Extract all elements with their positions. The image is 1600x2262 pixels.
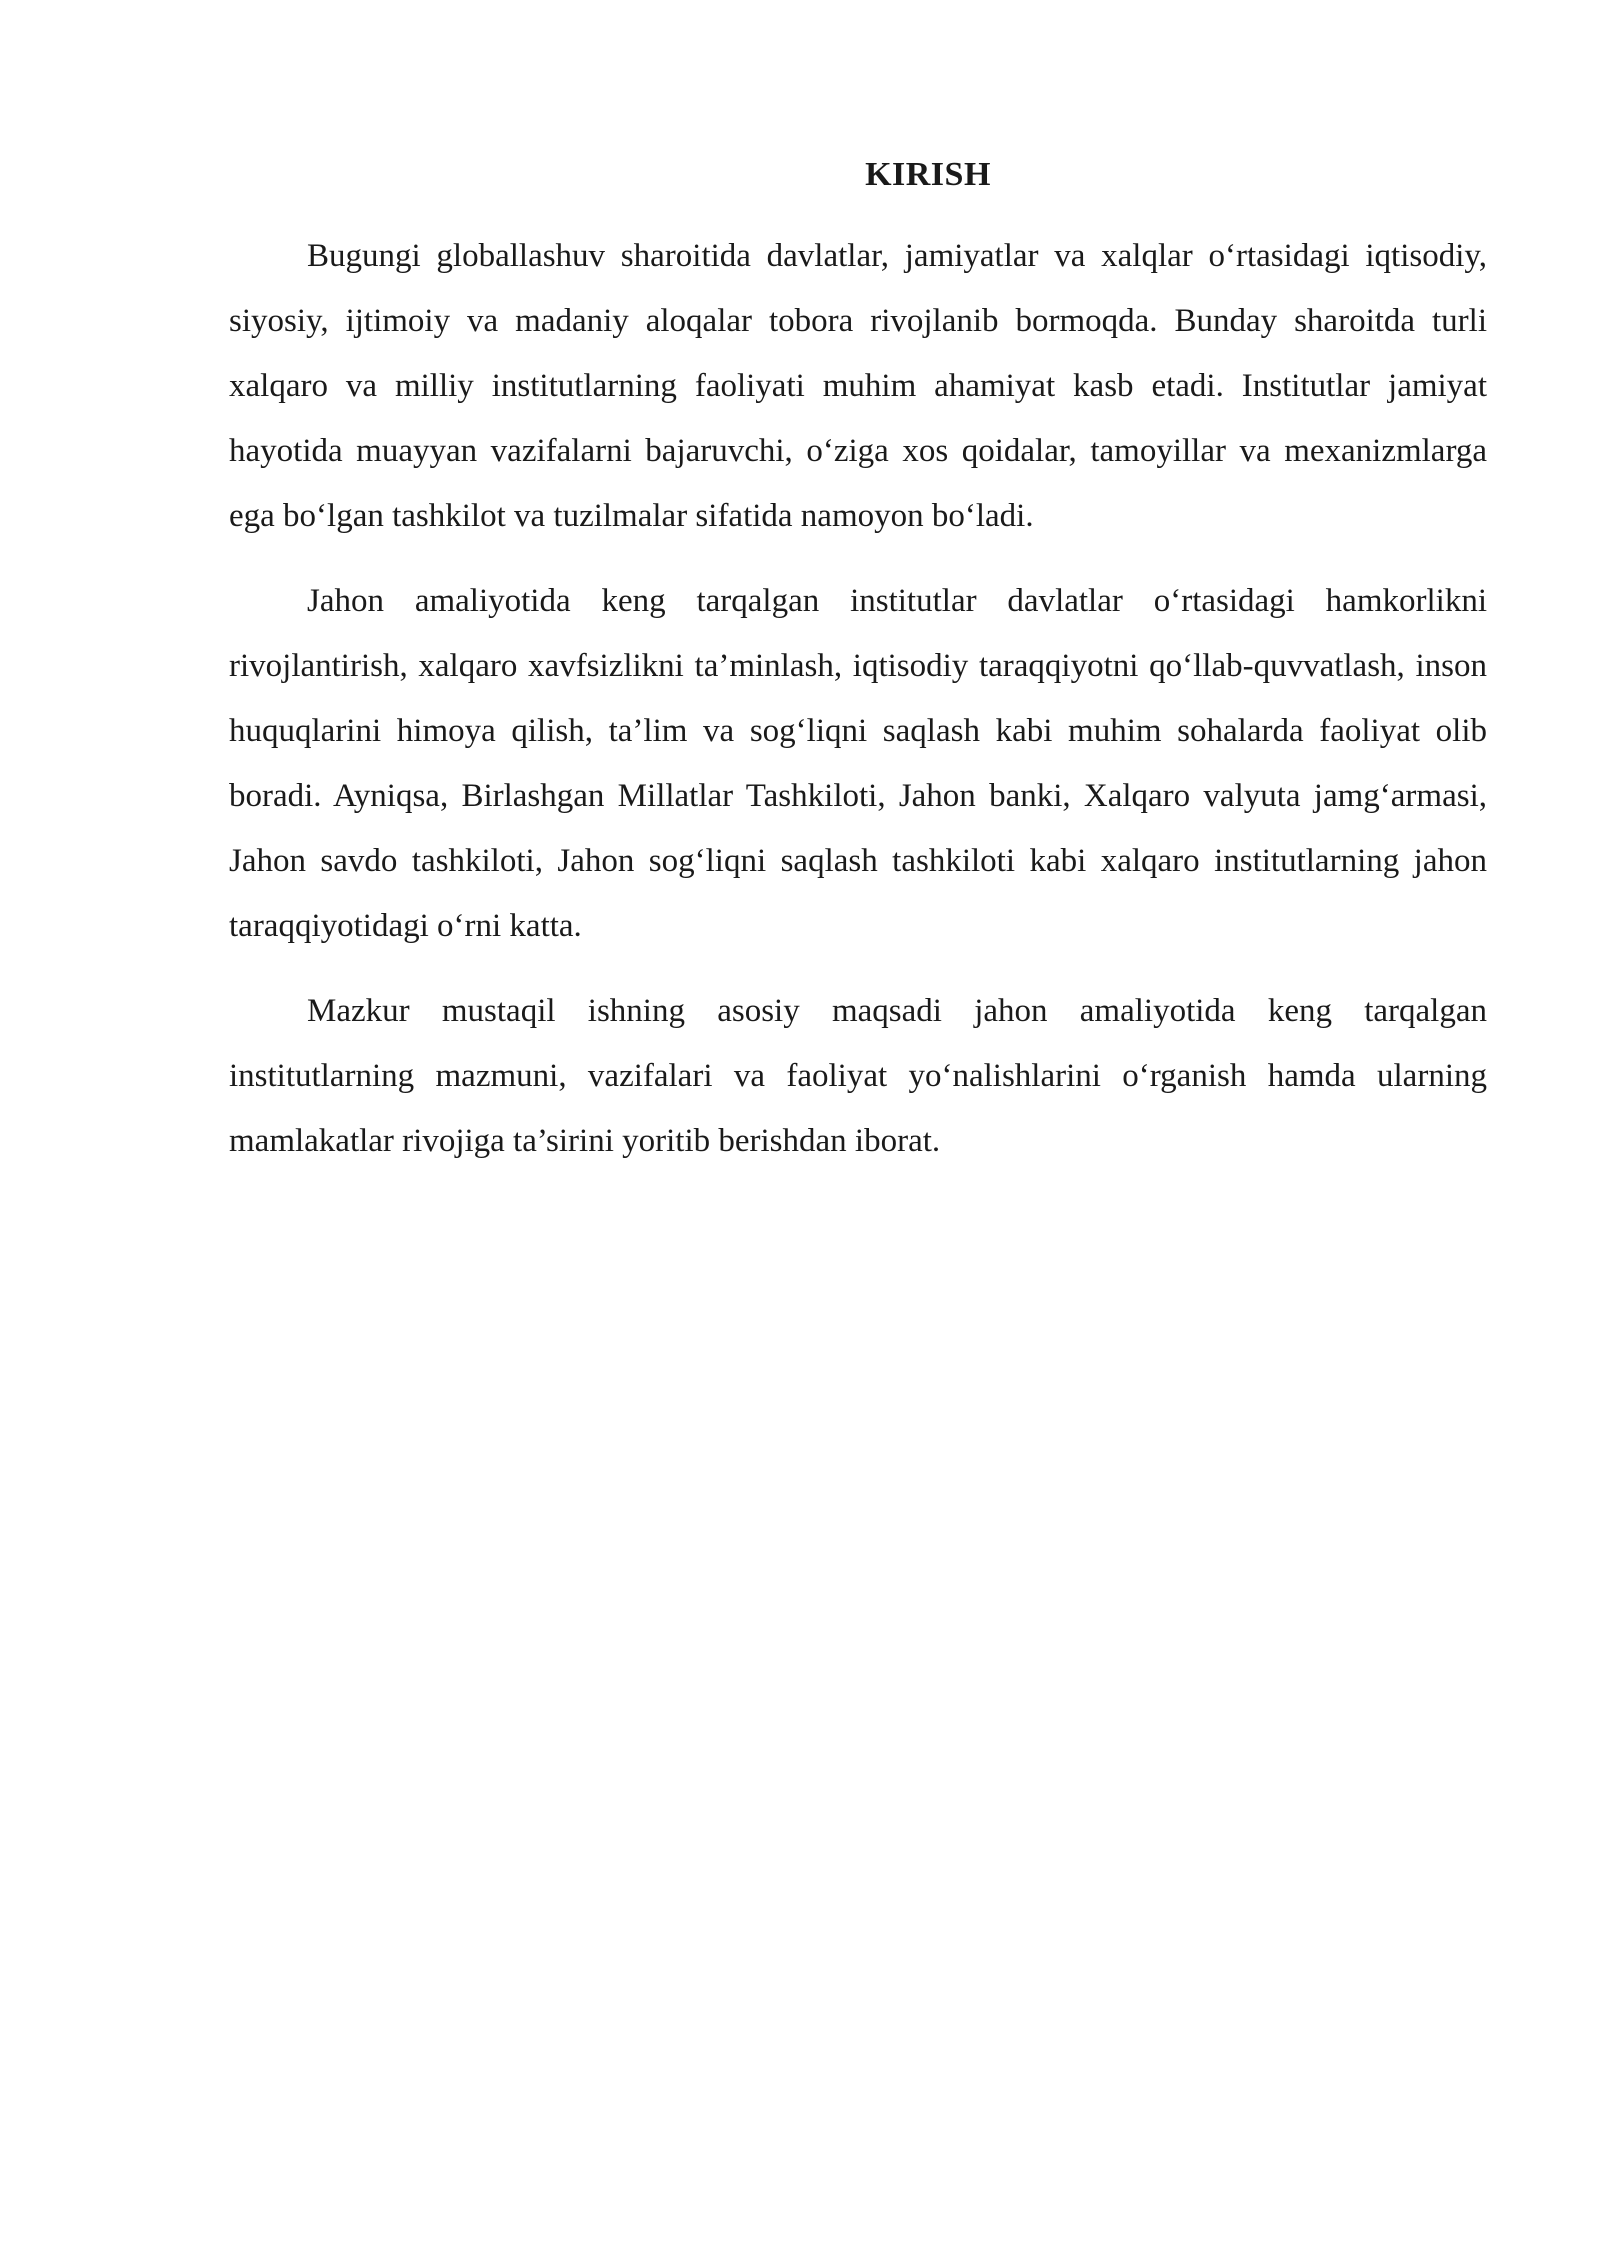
- page-title: KIRISH: [865, 156, 991, 193]
- paragraph-3: Mazkur mustaqil ishning asosiy maqsadi jahon amaliyotida keng tarqalgan institutlarning mazmuni, vazifalari va faoliyat yo‘nalishlarini o‘rganish hamda ularning mamlakatlar rivojiga ta’sirini yoritib berishdan iborat.: [229, 993, 1487, 1159]
- paragraph-1: Bugungi globallashuv sharoitida davlatlar, jamiyatlar va xalqlar o‘rtasidagi iqtisodiy, siyosiy, ijtimoiy va madaniy aloqalar tobora rivojlanib bormoqda. Bunday sharoitda turli xalqaro va milliy institutlarning faoliyati muhim ahamiyat kasb etadi. Institutlar jamiyat hayotida muayyan vazifalarni bajaruvchi, o‘ziga xos qoidalar, tamoyillar va mexanizmlarga ega bo‘lgan tashkilot va tuzilmalar sifatida namoyon bo‘ladi.: [229, 238, 1487, 534]
- paragraph-2: Jahon amaliyotida keng tarqalgan institutlar davlatlar o‘rtasidagi hamkorlikni rivojlantirish, xalqaro xavfsizlikni ta’minlash, iqtisodiy taraqqiyotni qo‘llab-quvvatlash, inson huquqlarini himoya qilish, ta’lim va sog‘liqni saqlash kabi muhim sohalarda faoliyat olib boradi. Ayniqsa, Birlashgan Millatlar Tashkiloti, Jahon banki, Xalqaro valyuta jamg‘armasi, Jahon savdo tashkiloti, Jahon sog‘liqni saqlash tashkiloti kabi xalqaro institutlarning jahon taraqqiyotidagi o‘rni katta.: [229, 583, 1487, 944]
- document-body: [229, 150, 1487, 1194]
